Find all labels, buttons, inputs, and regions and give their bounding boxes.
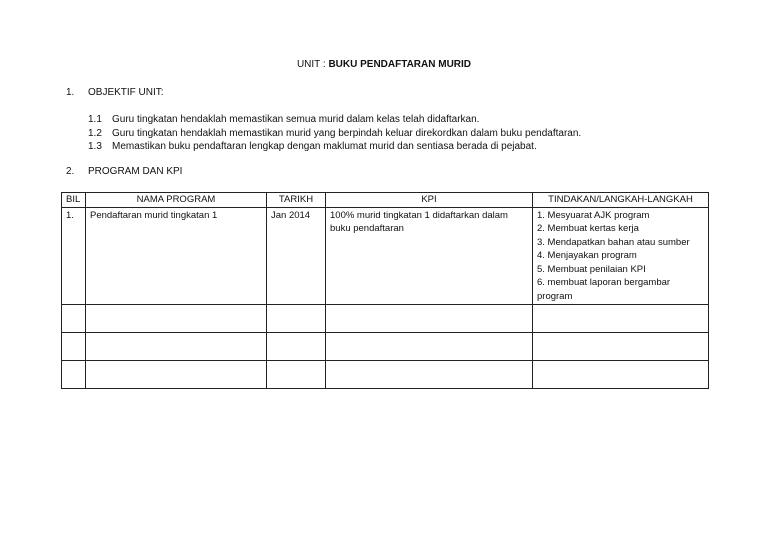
cell-empty [267,305,326,333]
cell-empty [326,361,533,389]
objective-text: Memastikan buku pendaftaran lengkap dengan maklumat murid dan sentiasa berada di pejabat. [112,141,537,152]
cell-empty [62,361,86,389]
cell-tindakan [533,207,709,305]
program-kpi-table [61,192,709,389]
section-program-heading [66,166,182,177]
cell-bil: 1. [62,207,86,305]
table-row-empty [62,333,709,361]
cell-empty [326,333,533,361]
objective-text: Guru tingkatan hendaklah memastikan murid yang berpindah keluar direkordkan dalam buku pendaftaran. [112,127,582,139]
section-objektif-heading [66,87,164,98]
step-item: 5. Membuat penilaian KPI [537,263,646,275]
cell-program: Pendaftaran murid tingkatan 1 [86,207,267,305]
header-tarikh: TARIKH [267,193,326,208]
objective-item [88,127,581,141]
steps-list [537,209,704,304]
objective-item [88,113,581,127]
cell-empty [533,305,709,333]
cell-empty [62,305,86,333]
step-item: 6. membuat laporan bergambar program [537,277,671,302]
cell-empty [267,333,326,361]
table-header-row [62,193,709,208]
header-kpi: KPI [326,193,533,208]
step-item: 1. Mesyuarat AJK program [537,209,650,221]
cell-tarikh: Jan 2014 [267,207,326,305]
cell-empty [533,333,709,361]
step-item: 2. Membuat kertas kerja [537,223,639,234]
section-number: 2. [66,166,75,177]
objective-number: 1.2 [88,127,102,139]
header-nama-program: NAMA PROGRAM [86,193,267,208]
section-title: PROGRAM DAN KPI [88,166,183,177]
table-row-empty [62,361,709,389]
table-row-empty [62,305,709,333]
unit-name: BUKU PENDAFTARAN MURID [328,59,472,70]
cell-empty [86,361,267,389]
table-row [62,207,709,305]
objective-number: 1.3 [88,141,102,152]
cell-empty [86,333,267,361]
document-title [0,59,768,70]
cell-empty [326,305,533,333]
unit-prefix: UNIT : [296,59,329,70]
step-item: 4. Menjayakan program [537,250,637,261]
objectives-list [88,113,581,154]
cell-empty [62,333,86,361]
header-tindakan: TINDAKAN/LANGKAH-LANGKAH [533,193,709,208]
objective-number: 1.1 [88,114,102,125]
objective-text: Guru tingkatan hendaklah memastikan semua murid dalam kelas telah didaftarkan. [112,114,480,125]
section-number: 1. [66,87,75,98]
step-item: 3. Mendapatkan bahan atau sumber [537,236,690,248]
section-title: OBJEKTIF UNIT: [88,87,164,98]
cell-empty [533,361,709,389]
header-bil: BIL [62,193,86,208]
cell-empty [267,361,326,389]
cell-kpi: 100% murid tingkatan 1 didaftarkan dalam buku pendaftaran [326,207,533,305]
objective-item [88,140,581,154]
cell-empty [86,305,267,333]
